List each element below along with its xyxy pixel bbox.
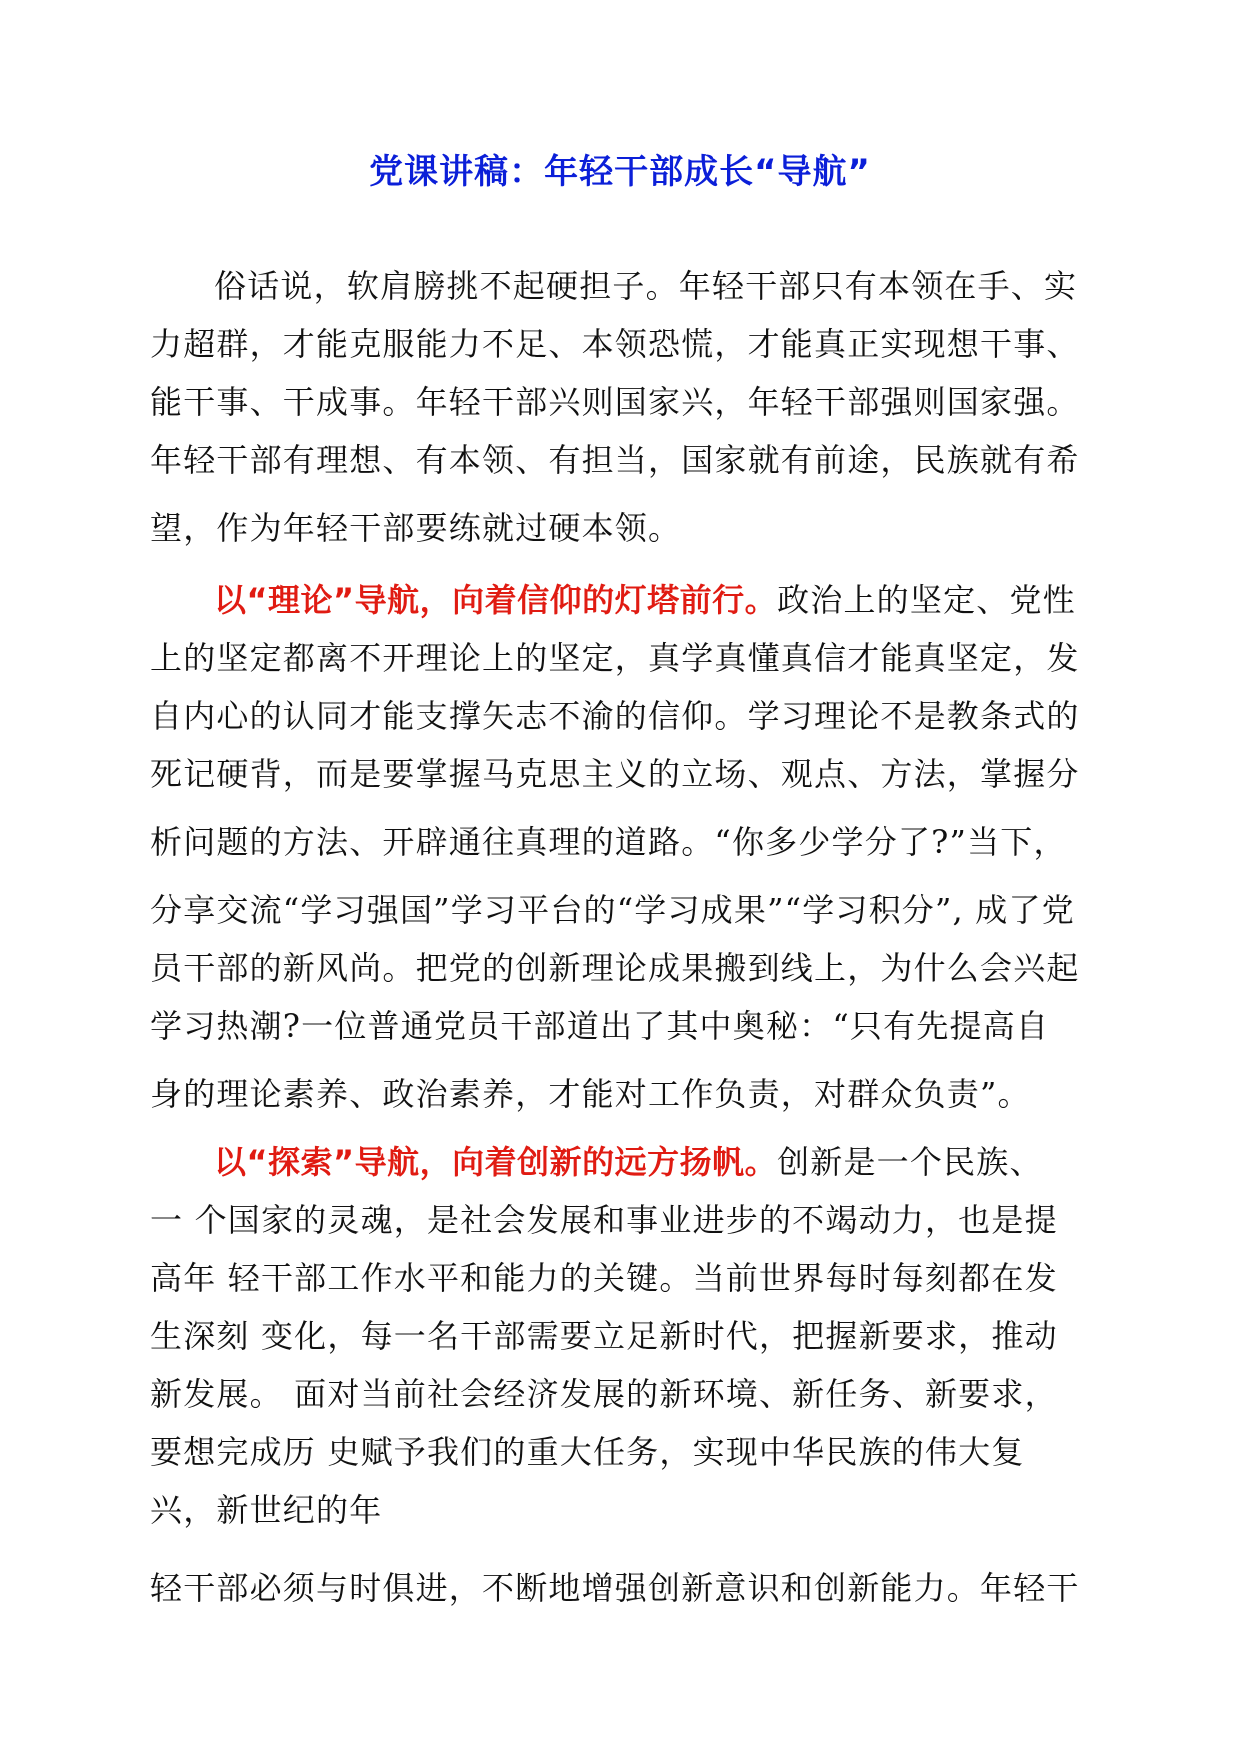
paragraph-line: 兴，新世纪的年 xyxy=(150,1491,383,1529)
paragraph-line xyxy=(214,578,1076,622)
paragraph-line: 分享交流“学习强国”学习平台的“学习成果”“学习积分”, 成了党 xyxy=(150,891,1075,929)
paragraph-text: 政治上的坚定、党性 xyxy=(777,581,1076,619)
paragraph-line: 要想完成历 史赋予我们的重大任务，实现中华民族的伟大复 xyxy=(150,1433,1025,1471)
paragraph-line: 望，作为年轻干部要练就过硬本领。 xyxy=(150,509,682,547)
paragraph-line: 自内心的认同才能支撑矢志不渝的信仰。学习理论不是教条式的 xyxy=(150,697,1080,735)
paragraph-line: 生深刻 变化，每一名干部需要立足新时代，把握新要求，推动 xyxy=(150,1317,1058,1355)
paragraph-line: 死记硬背，而是要掌握马克思主义的立场、观点、方法，掌握分 xyxy=(150,755,1080,793)
paragraph-line: 析问题的方法、开辟通往真理的道路。“你多少学分了?”当下， xyxy=(150,823,1067,861)
paragraph-line: 俗话说，软肩膀挑不起硬担子。年轻干部只有本领在手、实 xyxy=(214,267,1078,305)
paragraph-line xyxy=(214,1140,1043,1184)
paragraph-text: 创新是一个民族、 xyxy=(777,1143,1043,1181)
paragraph-line: 高年 轻干部工作水平和能力的关键。当前世界每时每刻都在发 xyxy=(150,1259,1058,1297)
paragraph-line: 身的理论素养、政治素养，才能对工作负责，对群众负责”。 xyxy=(150,1075,1031,1113)
section-heading-theory: 以“理论”导航，向着信仰的灯塔前行。 xyxy=(214,581,778,619)
paragraph-line: 能干事、干成事。年轻干部兴则国家兴，年轻干部强则国家强。 xyxy=(150,383,1080,421)
paragraph-line: 上的坚定都离不开理论上的坚定，真学真懂真信才能真坚定，发 xyxy=(150,639,1080,677)
paragraph-line: 一 个国家的灵魂，是社会发展和事业进步的不竭动力，也是提 xyxy=(150,1201,1058,1239)
paragraph-line: 力超群，才能克服能力不足、本领恐慌，才能真正实现想干事、 xyxy=(150,325,1080,363)
page-title: 党课讲稿：年轻干部成长“导航” xyxy=(369,152,871,192)
paragraph-line: 年轻干部有理想、有本领、有担当，国家就有前途，民族就有希 xyxy=(150,441,1080,479)
paragraph-line: 员干部的新风尚。把党的创新理论成果搬到线上，为什么会兴起 xyxy=(150,949,1080,987)
paragraph-line: 轻干部必须与时俱进，不断地增强创新意识和创新能力。年轻干 xyxy=(150,1569,1080,1607)
paragraph-line: 学习热潮?一位普通党员干部道出了其中奥秘：“只有先提高自 xyxy=(150,1007,1050,1045)
section-heading-explore: 以“探索”导航，向着创新的远方扬帆。 xyxy=(214,1143,778,1181)
paragraph-line: 新发展。 面对当前社会经济发展的新环境、新任务、新要求， xyxy=(150,1375,1058,1413)
